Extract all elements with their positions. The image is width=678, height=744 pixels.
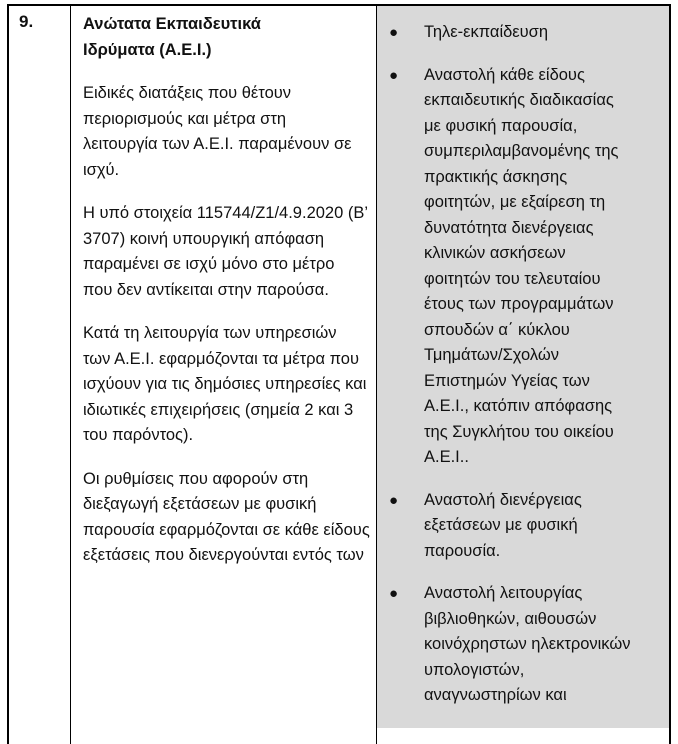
list-item [377, 63, 624, 471]
measures-list [377, 20, 661, 709]
section-title: Ανώτατα Εκπαιδευτικά Ιδρύματα (Α.Ε.Ι.) [83, 15, 261, 59]
measure-text: Αναστολή λειτουργίας βιβλιοθηκών, αιθουσών κοινόχρηστων ηλεκτρονικών υπολογιστών, αναγνωστηρίων και [424, 584, 631, 704]
paragraph-2: Η υπό στοιχεία 115744/Ζ1/4.9.2020 (Β’ 3707) κοινή υπουργική απόφαση παραμένει σε ισχύ μόνο στο μέτρο που δεν αντίκειται στην παρούσα. [83, 204, 368, 299]
list-item [377, 581, 634, 709]
paragraph-1: Ειδικές διατάξεις που θέτουν περιορισμούς και μέτρα στη λειτουργία των Α.Ε.Ι. παραμένουν σε ισχύ. [83, 84, 352, 179]
bullet-icon: ● [389, 24, 399, 41]
bullet-icon: ● [389, 491, 399, 509]
row-number: 9. [19, 12, 34, 31]
bullet-icon: ● [389, 66, 399, 84]
list-item [377, 488, 639, 565]
measure-text: Αναστολή κάθε είδους εκπαιδευτικής διαδικασίας με φυσική παρουσία, συμπεριλαμβανομένης της πρακτικής άσκησης φοιτητών, με εξαίρεση τη δυνατότητα διενέργειας κλινικών ασκήσεων φοιτητών του τελευταίου έτους των προγραμμάτων σπουδών α΄ κύκλου Τμημάτων/Σχολών Επιστημών Υγείας των Α.Ε.Ι., κατόπιν απόφασης της Συγκλήτου του οικείου Α.Ε.Ι.. [424, 65, 619, 466]
measures-table [7, 4, 671, 744]
paragraph-4: Οι ρυθμίσεις που αφορούν στη διεξαγωγή εξετάσεων με φυσική παρουσία εφαρμόζονται σε κάθε είδους εξετάσεις που διενεργούνται εντός των [83, 469, 370, 564]
measure-text: Τηλε-εκπαίδευση [424, 23, 549, 41]
measures-cell [377, 6, 669, 744]
measure-text: Αναστολή διενέργειας εξετάσεων με φυσική παρουσία. [424, 490, 582, 560]
list-item [377, 20, 661, 46]
bullet-icon: ● [389, 585, 399, 602]
row-number-cell [9, 6, 71, 744]
description-cell [71, 6, 377, 744]
paragraph-3: Κατά τη λειτουργία των υπηρεσιών των Α.Ε.Ι. εφαρμόζονται τα μέτρα που ισχύουν για τις δημόσιες υπηρεσίες και ιδιωτικές επιχειρήσεις (σημεία 2 και 3 του παρόντος). [83, 324, 367, 444]
